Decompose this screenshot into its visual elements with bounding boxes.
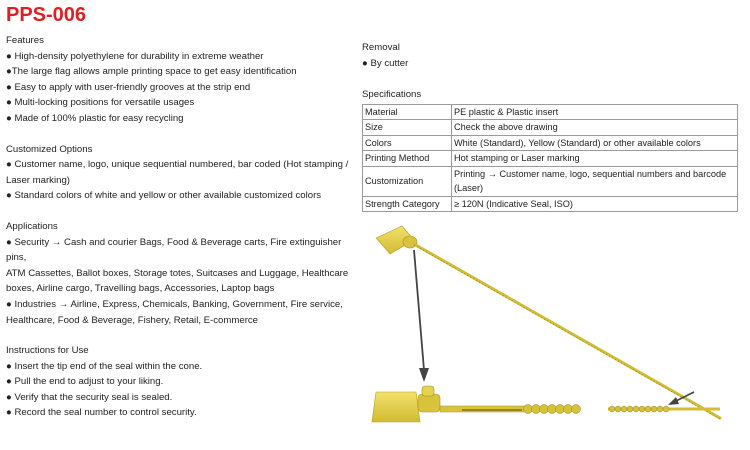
spec-value: PE plastic & Plastic insert	[452, 104, 738, 120]
specifications-heading: Specifications	[362, 89, 422, 101]
feature-item: ● Easy to apply with user-friendly grooves at the strip end	[6, 81, 251, 93]
feature-item: ● High-density polyethylene for durability in extreme weather	[6, 50, 264, 62]
spec-value	[452, 166, 738, 196]
applications-line: ● Industries → Airline, Express, Chemicals, Banking, Government, Fire service,	[6, 298, 343, 310]
spec-key: Material	[363, 104, 452, 120]
instruction-item: ● Pull the end to adjust to your liking.	[6, 376, 164, 388]
applications-line: ATM Cassettes, Ballot boxes, Storage totes, Suitcases and Luggage, Healthcare	[6, 267, 349, 279]
spec-row	[363, 166, 738, 196]
applications-line: boxes, Airline cargo, Travelling bags, Accessories, Laptop bags	[6, 283, 275, 295]
left-column	[6, 33, 356, 436]
spec-value: White (Standard), Yellow (Standard) or other available colors	[452, 135, 738, 151]
seal-beads	[524, 405, 581, 414]
customized-line: ● Customer name, logo, unique sequential numbered, bar coded (Hot stamping /	[6, 159, 349, 171]
seal-flat	[372, 386, 581, 422]
applications-line: ● Security → Cash and courier Bags, Food & Beverage carts, Fire extinguisher pins,	[6, 236, 342, 264]
spec-key: Size	[363, 120, 452, 136]
spec-key: Colors	[363, 135, 452, 151]
seal-cone-top	[422, 386, 434, 396]
instruction-item: ● Verify that the security seal is sealed.	[6, 391, 173, 403]
right-column	[362, 40, 742, 212]
instruction-item: ● Insert the tip end of the seal within the cone.	[6, 360, 203, 372]
instruction-item: ● Record the seal number to control security.	[6, 407, 197, 419]
seal-cone	[418, 394, 440, 412]
applications-section	[6, 219, 356, 328]
spec-row	[363, 104, 738, 120]
spec-key: Printing Method	[363, 151, 452, 167]
arrow-down-icon	[414, 250, 429, 382]
specifications-table	[362, 104, 738, 213]
feature-item: ● Made of 100% plastic for easy recycling	[6, 112, 184, 124]
features-heading: Features	[6, 35, 44, 46]
instructions-section	[6, 343, 356, 421]
spec-key: Strength Category	[363, 196, 452, 212]
spec-row	[363, 135, 738, 151]
instructions-heading: Instructions for Use	[6, 345, 89, 357]
spec-value: Hot stamping or Laser marking	[452, 151, 738, 167]
applications-line: Healthcare, Food & Beverage, Fishery, Retail, E-commerce	[6, 314, 259, 326]
spec-key: Customization	[363, 166, 452, 196]
applications-heading: Applications	[6, 220, 58, 232]
customized-section	[6, 142, 356, 204]
spec-row	[363, 151, 738, 167]
page-title: PPS-006	[6, 4, 87, 26]
seal-illustration	[362, 222, 742, 447]
customized-line: Laser marking)	[6, 174, 70, 186]
seal-strip	[440, 406, 526, 412]
seal-strip	[414, 244, 720, 418]
removal-item: ● By cutter	[362, 57, 409, 69]
seal-flag	[372, 392, 420, 422]
removal-heading: Removal	[362, 42, 400, 53]
spec-value-line: Printing → Customer name, logo, sequential numbers and barcode	[454, 168, 727, 179]
customized-line: ● Standard colors of white and yellow or other available customized colors	[6, 190, 322, 202]
customized-heading: Customized Options	[6, 143, 93, 155]
feature-item: ● Multi-locking positions for versatile usages	[6, 97, 195, 109]
spec-value: Check the above drawing	[452, 120, 738, 136]
spec-value-line: (Laser)	[454, 183, 484, 194]
feature-item: ●The large flag allows ample printing space to get easy identification	[6, 66, 297, 78]
spec-row	[363, 196, 738, 212]
spec-row	[363, 120, 738, 136]
features-section	[6, 33, 356, 127]
arrow-left-icon	[668, 392, 694, 405]
spec-value: ≥ 120N (Indicative Seal, ISO)	[452, 196, 738, 212]
